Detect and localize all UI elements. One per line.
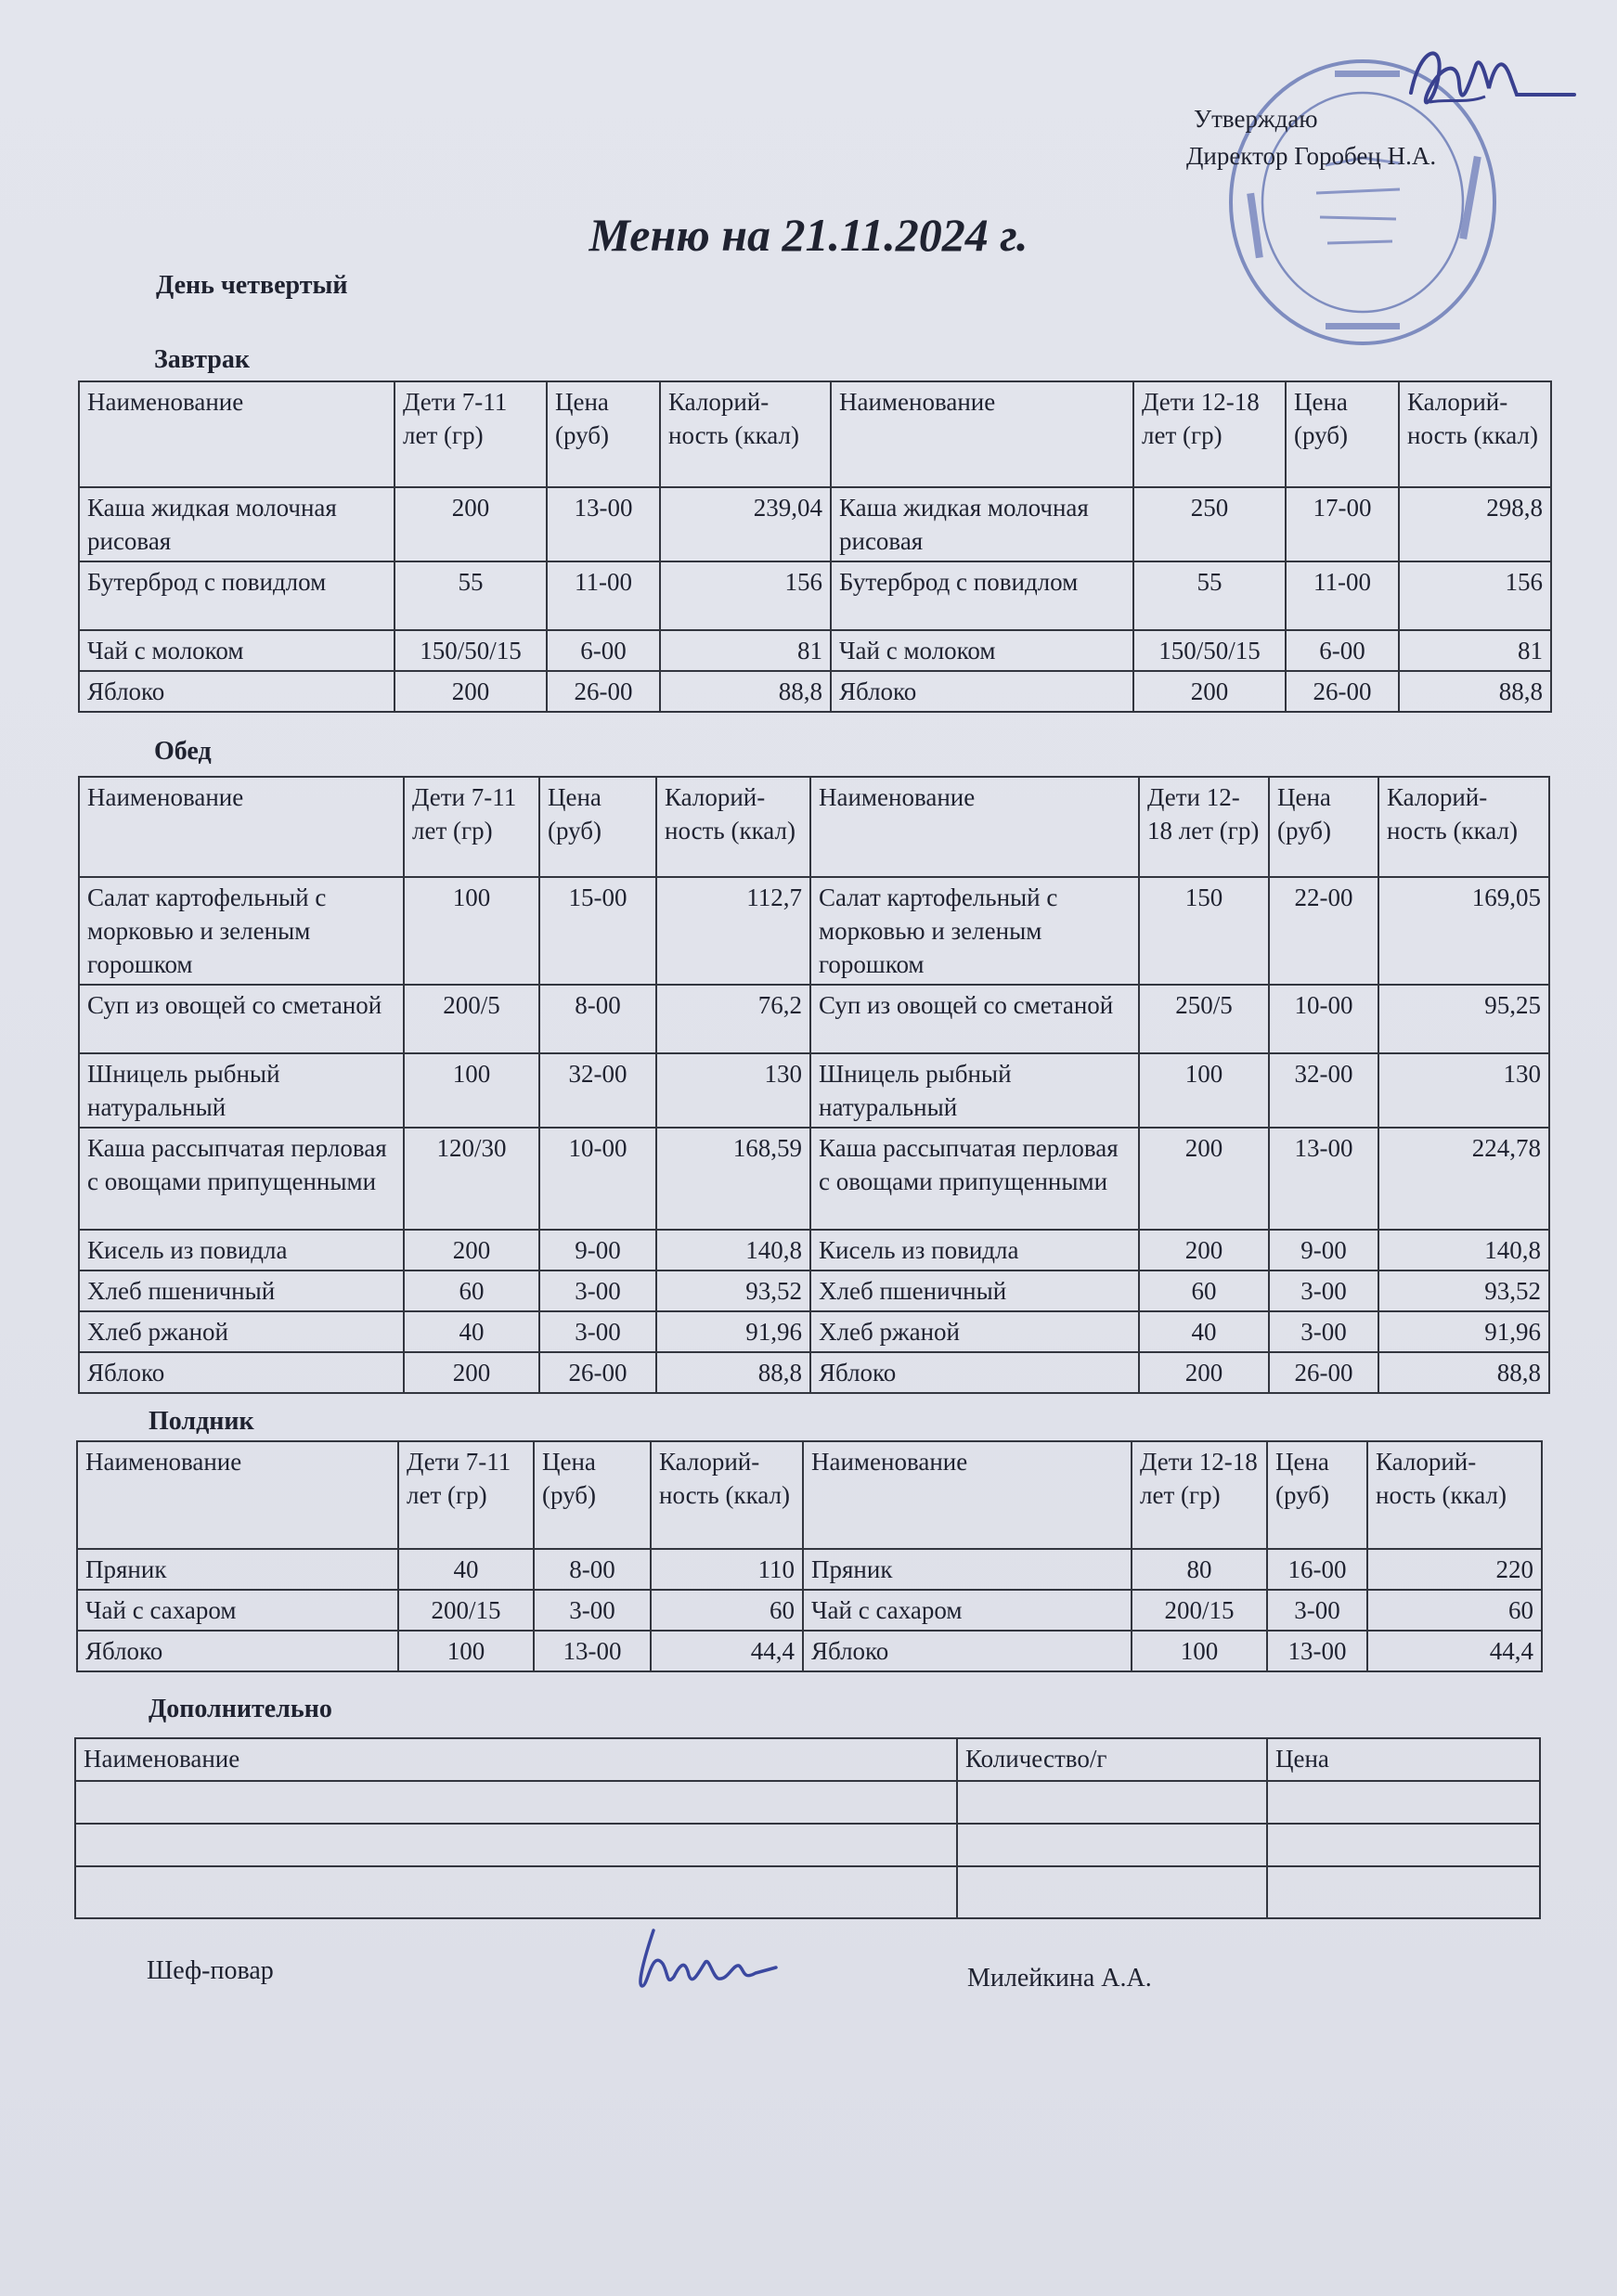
cell-dish-name: Бутерброд с повидлом	[831, 561, 1133, 630]
lunch-table	[78, 776, 1550, 1394]
column-header-portion-12-18: Дети 12-18 лет (гр)	[1133, 381, 1286, 487]
cell-portion-12-18: 200	[1139, 1352, 1269, 1393]
cell-portion-7-11: 200	[395, 487, 547, 561]
table-row	[79, 1128, 1549, 1230]
table-row	[79, 487, 1551, 561]
cell-dish-name: Хлеб ржаной	[79, 1311, 404, 1352]
cell-portion-12-18: 80	[1132, 1549, 1267, 1590]
column-header-price: Цена (руб)	[539, 777, 656, 877]
column-header-calories: Калорий-ность (ккал)	[1378, 777, 1549, 877]
cell-dish-name: Каша жидкая молочная рисовая	[79, 487, 395, 561]
cell-price: 26-00	[547, 671, 660, 712]
chef-role: Шеф-повар	[147, 1956, 274, 1985]
cell-price: 26-00	[1286, 671, 1399, 712]
cell-calories: 140,8	[656, 1230, 810, 1271]
column-header-dish-name: Наименование	[79, 381, 395, 487]
cell-portion-12-18: 200/15	[1132, 1590, 1267, 1631]
cell-calories: 220	[1367, 1549, 1542, 1590]
cell-dish-name: Чай с сахаром	[803, 1590, 1132, 1631]
table-row	[77, 1549, 1542, 1590]
column-header-calories: Калорий-ность (ккал)	[660, 381, 831, 487]
cell-calories: 140,8	[1378, 1230, 1549, 1271]
cell-dish-name: Суп из овощей со сметаной	[79, 985, 404, 1053]
cell-calories: 224,78	[1378, 1128, 1549, 1230]
approval-line: Утверждаю	[1194, 105, 1318, 133]
cell-price: 16-00	[1267, 1549, 1367, 1590]
column-header-portion-12-18: Дети 12-18 лет (гр)	[1132, 1441, 1267, 1549]
cell-portion-12-18: 250/5	[1139, 985, 1269, 1053]
column-header-price: Цена (руб)	[1286, 381, 1399, 487]
cell-calories: 156	[1399, 561, 1551, 630]
day-label: День четвертый	[156, 271, 348, 300]
table-row	[79, 1053, 1549, 1128]
cell-calories: 112,7	[656, 877, 810, 985]
cell-price: 9-00	[1269, 1230, 1378, 1271]
cell-portion-12-18: 200	[1133, 671, 1286, 712]
cell-price: 32-00	[539, 1053, 656, 1128]
column-header-portion-7-11: Дети 7-11 лет (гр)	[395, 381, 547, 487]
cell-portion-7-11: 200	[404, 1352, 539, 1393]
column-header-dish-name: Наименование	[79, 777, 404, 877]
chef-name: Милейкина А.А.	[967, 1964, 1152, 1993]
breakfast-table	[78, 381, 1552, 713]
cell-price: 15-00	[539, 877, 656, 985]
cell-calories: 93,52	[656, 1271, 810, 1311]
chef-signature	[626, 1921, 783, 1995]
cell-portion-7-11: 40	[398, 1549, 534, 1590]
cell-calories: 91,96	[1378, 1311, 1549, 1352]
cell-dish-name: Шницель рыбный натуральный	[810, 1053, 1139, 1128]
column-header-price: Цена (руб)	[534, 1441, 651, 1549]
cell-calories: 91,96	[656, 1311, 810, 1352]
cell-portion-12-18: 100	[1132, 1631, 1267, 1671]
cell-portion-7-11: 100	[404, 877, 539, 985]
cell-dish-name: Каша жидкая молочная рисовая	[831, 487, 1133, 561]
snack-heading: Полдник	[149, 1407, 254, 1436]
cell-price: 8-00	[539, 985, 656, 1053]
column-header-calories: Калорий-ность (ккал)	[1399, 381, 1551, 487]
cell-price: 6-00	[547, 630, 660, 671]
cell-calories: 88,8	[660, 671, 831, 712]
extra-table	[74, 1737, 1541, 1919]
cell-portion-7-11: 55	[395, 561, 547, 630]
cell-price: 3-00	[539, 1271, 656, 1311]
cell-dish-name: Чай с молоком	[79, 630, 395, 671]
cell-dish-name: Хлеб пшеничный	[79, 1271, 404, 1311]
cell-portion-7-11: 200/5	[404, 985, 539, 1053]
cell-dish-name: Яблоко	[810, 1352, 1139, 1393]
extra-empty-row	[75, 1866, 1540, 1918]
breakfast-heading: Завтрак	[154, 345, 251, 374]
column-header-portion-7-11: Дети 7-11 лет (гр)	[398, 1441, 534, 1549]
cell-dish-name: Яблоко	[803, 1631, 1132, 1671]
cell-price: 13-00	[1269, 1128, 1378, 1230]
cell-portion-12-18: 150	[1139, 877, 1269, 985]
cell-price: 26-00	[539, 1352, 656, 1393]
cell-dish-name: Бутерброд с повидлом	[79, 561, 395, 630]
cell-dish-name: Пряник	[803, 1549, 1132, 1590]
column-header-calories: Калорий-ность (ккал)	[651, 1441, 803, 1549]
cell-portion-7-11: 40	[404, 1311, 539, 1352]
cell-calories: 44,4	[1367, 1631, 1542, 1671]
column-header-calories: Калорий-ность (ккал)	[656, 777, 810, 877]
table-row	[77, 1631, 1542, 1671]
cell-dish-name: Яблоко	[831, 671, 1133, 712]
column-header-dish-name: Наименование	[831, 381, 1133, 487]
lunch-heading: Обед	[154, 737, 212, 766]
snack-header-row	[77, 1441, 1542, 1549]
cell-calories: 60	[1367, 1590, 1542, 1631]
cell-price: 10-00	[539, 1128, 656, 1230]
cell-dish-name: Кисель из повидла	[79, 1230, 404, 1271]
extra-heading: Дополнительно	[149, 1695, 332, 1723]
column-header-price: Цена (руб)	[1269, 777, 1378, 877]
table-row	[79, 561, 1551, 630]
cell-calories: 130	[656, 1053, 810, 1128]
cell-calories: 81	[1399, 630, 1551, 671]
cell-dish-name: Чай с молоком	[831, 630, 1133, 671]
cell-calories: 44,4	[651, 1631, 803, 1671]
cell-dish-name: Хлеб пшеничный	[810, 1271, 1139, 1311]
cell-calories: 76,2	[656, 985, 810, 1053]
cell-calories: 95,25	[1378, 985, 1549, 1053]
cell-calories: 88,8	[656, 1352, 810, 1393]
cell-portion-7-11: 100	[404, 1053, 539, 1128]
cell-portion-12-18: 200	[1139, 1230, 1269, 1271]
cell-price: 11-00	[547, 561, 660, 630]
table-row	[79, 630, 1551, 671]
cell-dish-name: Яблоко	[79, 1352, 404, 1393]
director-line: Директор Горобец Н.А.	[1186, 142, 1437, 170]
cell-calories: 130	[1378, 1053, 1549, 1128]
cell-price: 26-00	[1269, 1352, 1378, 1393]
cell-price: 13-00	[547, 487, 660, 561]
cell-dish-name: Салат картофельный с морковью и зеленым горошком	[79, 877, 404, 985]
cell-calories: 168,59	[656, 1128, 810, 1230]
cell-portion-12-18: 150/50/15	[1133, 630, 1286, 671]
cell-calories: 298,8	[1399, 487, 1551, 561]
cell-calories: 60	[651, 1590, 803, 1631]
cell-price: 10-00	[1269, 985, 1378, 1053]
snack-table	[76, 1440, 1543, 1672]
cell-portion-12-18: 55	[1133, 561, 1286, 630]
table-row	[79, 1352, 1549, 1393]
cell-portion-7-11: 200	[395, 671, 547, 712]
cell-price: 3-00	[1267, 1590, 1367, 1631]
column-header-portion-12-18: Дети 12-18 лет (гр)	[1139, 777, 1269, 877]
column-header-dish-name: Наименование	[810, 777, 1139, 877]
cell-price: 13-00	[534, 1631, 651, 1671]
lunch-header-row	[79, 777, 1549, 877]
page-title: Меню на 21.11.2024 г.	[589, 209, 1028, 261]
cell-calories: 81	[660, 630, 831, 671]
cell-price: 11-00	[1286, 561, 1399, 630]
column-header-price: Цена (руб)	[547, 381, 660, 487]
cell-portion-7-11: 100	[398, 1631, 534, 1671]
extra-col-name: Наименование	[75, 1738, 957, 1781]
cell-portion-12-18: 200	[1139, 1128, 1269, 1230]
cell-dish-name: Суп из овощей со сметаной	[810, 985, 1139, 1053]
cell-portion-7-11: 200/15	[398, 1590, 534, 1631]
cell-price: 9-00	[539, 1230, 656, 1271]
cell-price: 3-00	[1269, 1311, 1378, 1352]
cell-portion-12-18: 60	[1139, 1271, 1269, 1311]
cell-price: 3-00	[1269, 1271, 1378, 1311]
cell-calories: 88,8	[1399, 671, 1551, 712]
extra-empty-row	[75, 1824, 1540, 1866]
table-row	[79, 985, 1549, 1053]
cell-portion-7-11: 200	[404, 1230, 539, 1271]
column-header-price: Цена (руб)	[1267, 1441, 1367, 1549]
extra-col-qty: Количество/г	[957, 1738, 1267, 1781]
cell-price: 3-00	[534, 1590, 651, 1631]
cell-calories: 156	[660, 561, 831, 630]
column-header-portion-7-11: Дети 7-11 лет (гр)	[404, 777, 539, 877]
table-row	[79, 1271, 1549, 1311]
cell-calories: 88,8	[1378, 1352, 1549, 1393]
extra-col-price: Цена	[1267, 1738, 1540, 1781]
cell-dish-name: Каша рассыпчатая перловая с овощами припущенными	[79, 1128, 404, 1230]
cell-portion-12-18: 250	[1133, 487, 1286, 561]
cell-portion-7-11: 120/30	[404, 1128, 539, 1230]
table-row	[79, 1311, 1549, 1352]
cell-portion-7-11: 150/50/15	[395, 630, 547, 671]
cell-calories: 169,05	[1378, 877, 1549, 985]
table-row	[77, 1590, 1542, 1631]
cell-price: 32-00	[1269, 1053, 1378, 1128]
cell-calories: 93,52	[1378, 1271, 1549, 1311]
cell-dish-name: Салат картофельный с морковью и зеленым горошком	[810, 877, 1139, 985]
table-row	[79, 1230, 1549, 1271]
cell-price: 22-00	[1269, 877, 1378, 985]
cell-dish-name: Хлеб ржаной	[810, 1311, 1139, 1352]
cell-portion-7-11: 60	[404, 1271, 539, 1311]
cell-portion-12-18: 40	[1139, 1311, 1269, 1352]
cell-dish-name: Шницель рыбный натуральный	[79, 1053, 404, 1128]
cell-price: 17-00	[1286, 487, 1399, 561]
cell-calories: 239,04	[660, 487, 831, 561]
column-header-dish-name: Наименование	[803, 1441, 1132, 1549]
cell-dish-name: Чай с сахаром	[77, 1590, 398, 1631]
cell-dish-name: Кисель из повидла	[810, 1230, 1139, 1271]
column-header-dish-name: Наименование	[77, 1441, 398, 1549]
cell-price: 3-00	[539, 1311, 656, 1352]
cell-price: 8-00	[534, 1549, 651, 1590]
breakfast-header-row	[79, 381, 1551, 487]
cell-dish-name: Каша рассыпчатая перловая с овощами припущенными	[810, 1128, 1139, 1230]
cell-price: 13-00	[1267, 1631, 1367, 1671]
cell-calories: 110	[651, 1549, 803, 1590]
table-row	[79, 671, 1551, 712]
table-row	[79, 877, 1549, 985]
cell-portion-12-18: 100	[1139, 1053, 1269, 1128]
cell-price: 6-00	[1286, 630, 1399, 671]
cell-dish-name: Яблоко	[77, 1631, 398, 1671]
cell-dish-name: Яблоко	[79, 671, 395, 712]
cell-dish-name: Пряник	[77, 1549, 398, 1590]
extra-empty-row	[75, 1781, 1540, 1824]
approval-block	[1186, 100, 1437, 174]
column-header-calories: Калорий-ность (ккал)	[1367, 1441, 1542, 1549]
